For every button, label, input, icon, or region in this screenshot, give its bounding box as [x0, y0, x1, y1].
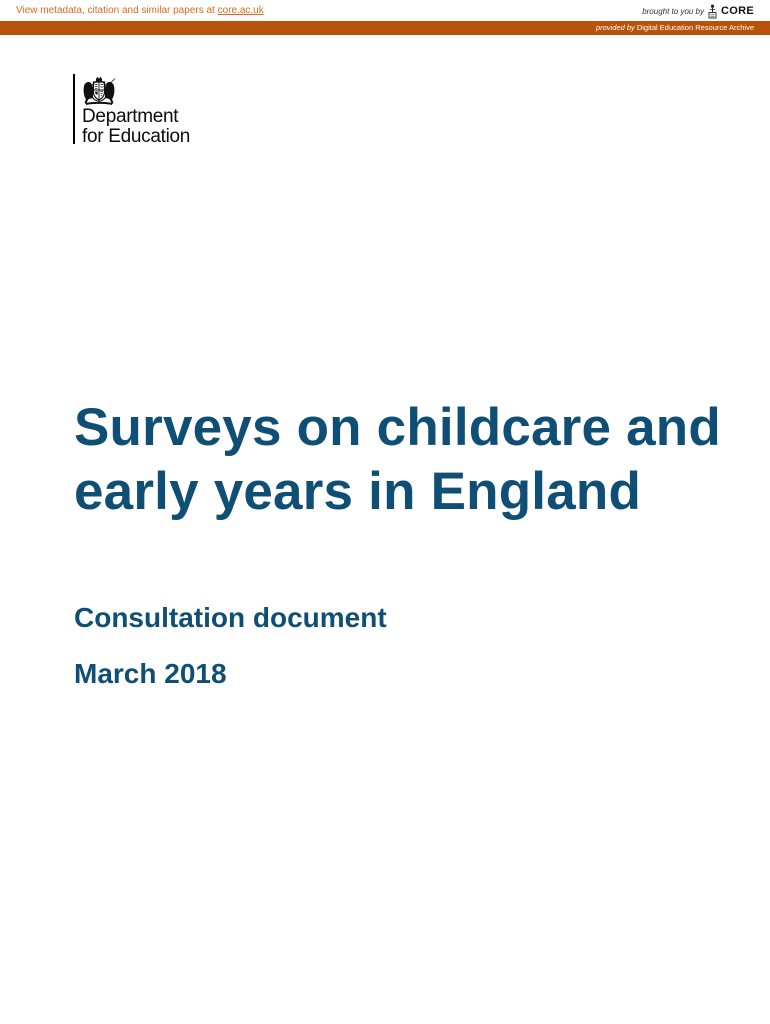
dfe-logo [73, 74, 213, 146]
core-attribution[interactable] [642, 2, 754, 20]
organisation-name-line-2: for Education [82, 126, 191, 147]
core-logo-icon [707, 4, 718, 19]
core-link[interactable]: core.ac.uk [217, 5, 264, 16]
organisation-name [82, 107, 190, 147]
brought-to-you-text: brought to you by [642, 6, 705, 16]
core-provided-by [596, 23, 754, 32]
document-date: March 2018 [74, 658, 227, 689]
core-metadata-text: View metadata, citation and similar papers at [16, 5, 215, 16]
provided-by-source: Digital Education Resource Archive [636, 23, 754, 32]
organisation-name-line-1: Department [82, 106, 179, 127]
document-subtitle: Consultation document [74, 602, 387, 633]
royal-coat-of-arms-icon [81, 76, 117, 106]
provided-by-prefix: provided by [595, 23, 635, 32]
core-logo-text: CORE [721, 5, 754, 17]
core-banner [0, 0, 770, 21]
core-metadata-notice [16, 5, 264, 16]
logo-rule [73, 74, 75, 144]
document-title: Surveys on childcare and early years in England [74, 398, 721, 521]
